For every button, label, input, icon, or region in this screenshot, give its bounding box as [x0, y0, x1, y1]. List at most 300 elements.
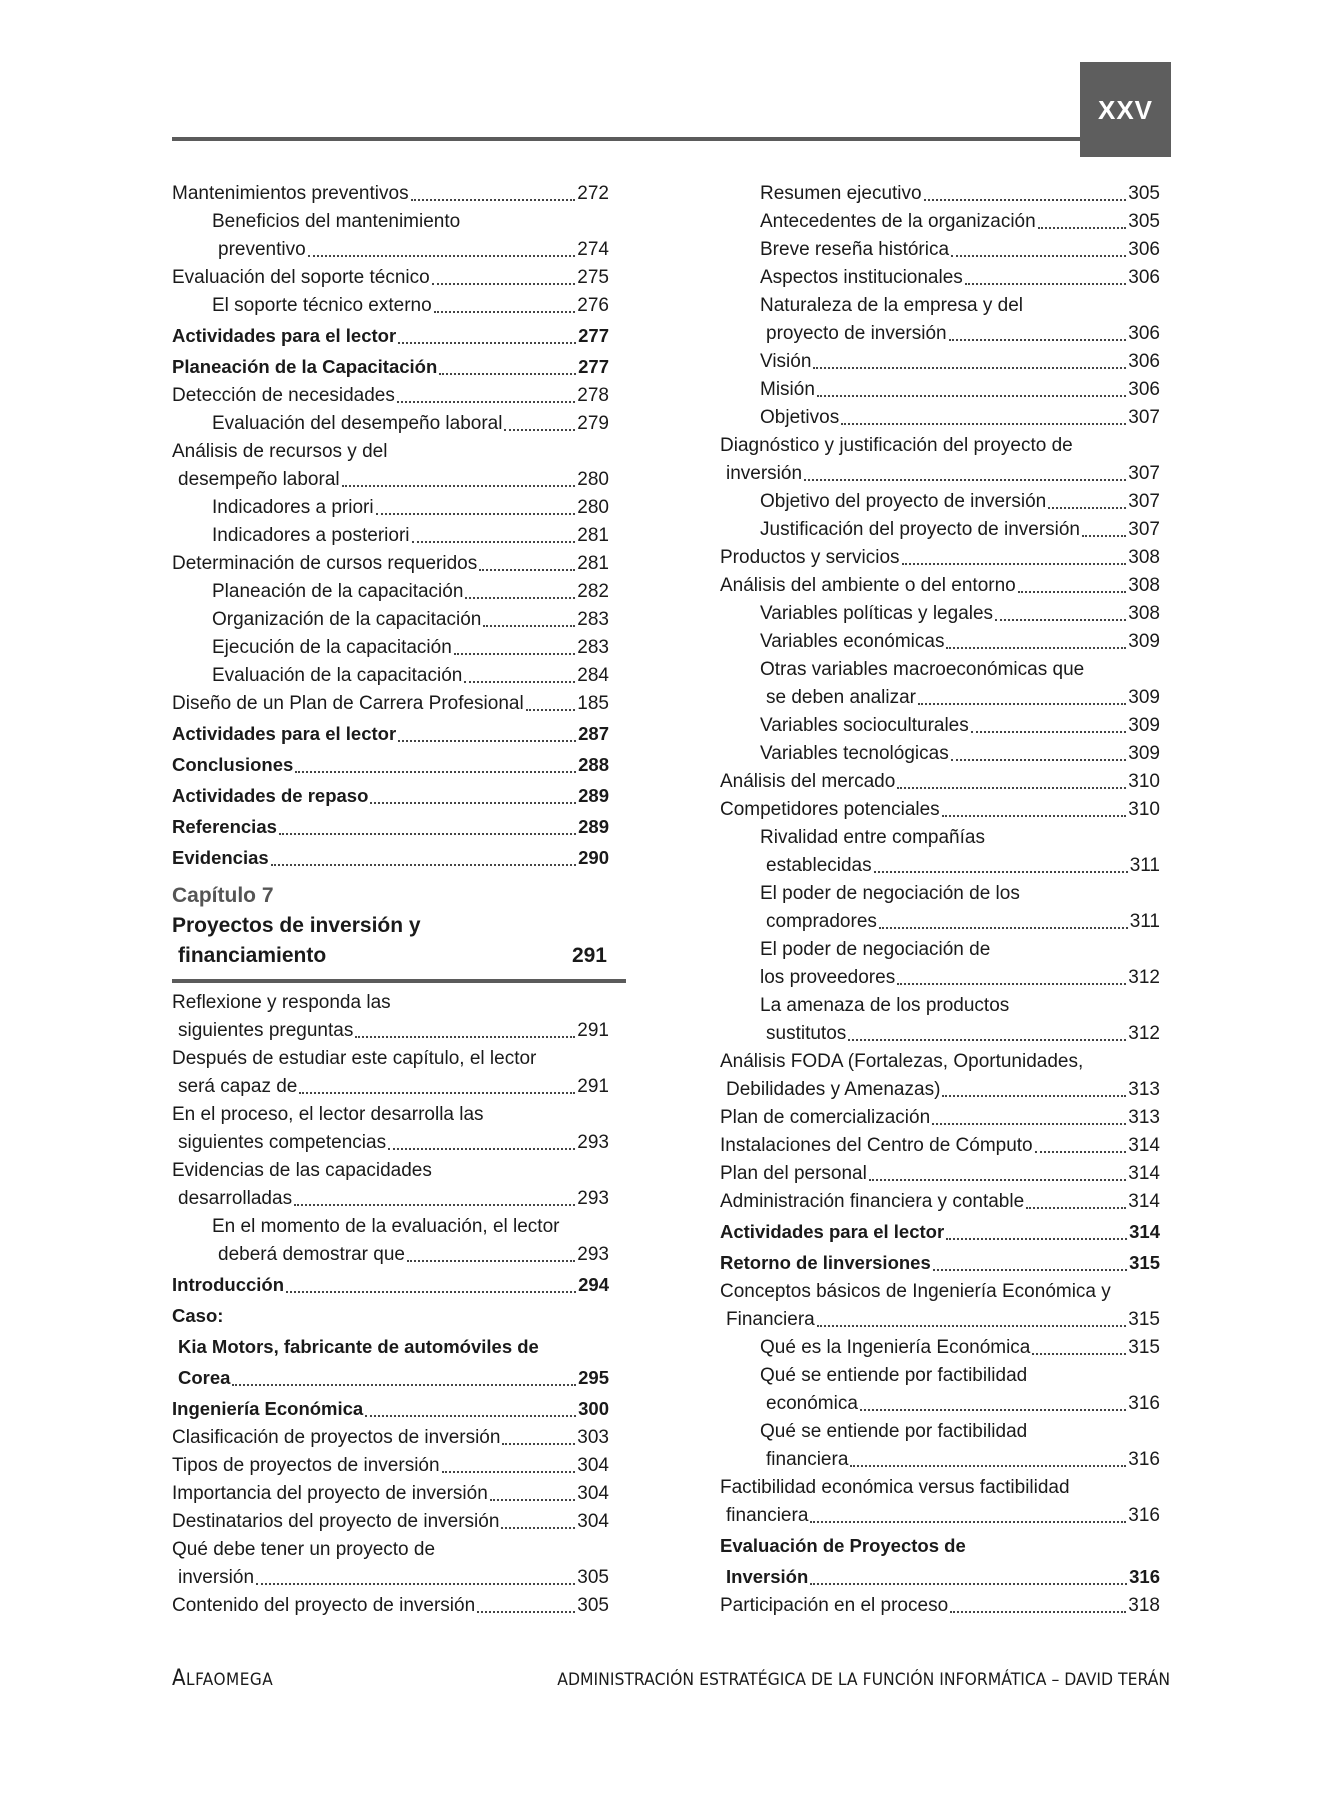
- toc-entry-page: 293: [577, 1188, 609, 1209]
- dot-leader: [376, 511, 576, 515]
- toc-entry: [720, 236, 1160, 264]
- toc-entry-title: Kia Motors, fabricante de automóviles de: [178, 1336, 539, 1357]
- toc-entry-title: se deben analizar: [766, 687, 916, 708]
- toc-entry: [172, 606, 609, 634]
- toc-entry-title: Análisis de recursos y del: [172, 441, 388, 462]
- toc-entry-page: 293: [577, 1132, 609, 1153]
- toc-entry: [720, 1020, 1160, 1048]
- toc-entry-title: Planeación de la capacitación: [212, 581, 464, 602]
- toc-entry: [720, 628, 1160, 656]
- toc-entry: [172, 320, 609, 351]
- toc-entry-page: 282: [577, 581, 609, 602]
- toc-entry-title: Qué es la Ingeniería Económica: [760, 1337, 1031, 1358]
- toc-entry: [172, 180, 609, 208]
- toc-entry-title: Qué se entiende por factibilidad: [760, 1365, 1028, 1386]
- dot-leader: [971, 729, 1127, 733]
- toc-entry: [172, 1157, 609, 1185]
- dot-leader: [442, 1469, 576, 1473]
- dot-leader: [454, 651, 576, 655]
- dot-leader: [860, 1407, 1126, 1411]
- toc-entry: [172, 382, 609, 410]
- toc-entry-title: Indicadores a posteriori: [212, 525, 410, 546]
- toc-entry-page: 281: [577, 553, 609, 574]
- toc-entry-title: La amenaza de los productos: [760, 995, 1010, 1016]
- toc-entry-page: 276: [577, 295, 609, 316]
- toc-entry-title: Factibilidad económica versus factibilidad: [720, 1477, 1070, 1498]
- toc-entry: [172, 749, 609, 780]
- dot-leader: [879, 925, 1128, 929]
- dot-leader: [526, 707, 576, 711]
- toc-entry: [720, 208, 1160, 236]
- toc-entry: [720, 1592, 1160, 1620]
- toc-entry: [172, 466, 609, 494]
- toc-entry-title: Análisis del ambiente o del entorno: [720, 575, 1016, 596]
- toc-entry-page: 279: [577, 413, 609, 434]
- dot-leader: [1032, 1351, 1126, 1355]
- toc-entry: [172, 1300, 609, 1331]
- dot-leader: [308, 253, 576, 257]
- toc-entry: [172, 1508, 609, 1536]
- toc-entry: [172, 264, 609, 292]
- toc-entry-page: 304: [577, 1511, 609, 1532]
- dot-leader: [490, 1497, 576, 1501]
- toc-entry-page: 304: [577, 1455, 609, 1476]
- toc-entry: [172, 1393, 609, 1424]
- toc-entry: [720, 852, 1160, 880]
- toc-entry: [172, 811, 609, 842]
- toc-entry: [720, 292, 1160, 320]
- toc-entry-title: Caso:: [172, 1305, 224, 1326]
- dot-leader: [817, 1323, 1127, 1327]
- toc-entry: [172, 494, 609, 522]
- dot-leader: [933, 1267, 1127, 1271]
- dot-leader: [951, 757, 1127, 761]
- chapter-label: Capítulo 7: [172, 884, 274, 907]
- dot-leader: [271, 862, 576, 866]
- toc-entry: [720, 1216, 1160, 1247]
- toc-entry-title: Tipos de proyectos de inversión: [172, 1455, 440, 1476]
- chapter-rule: [172, 979, 626, 983]
- toc-entry-title: Evaluación del desempeño laboral: [212, 413, 503, 434]
- toc-entry-page: 314: [1129, 1221, 1160, 1242]
- toc-entry: [172, 989, 609, 1017]
- toc-entry-page: 303: [577, 1427, 609, 1448]
- toc-entry: [172, 1536, 609, 1564]
- chapter-page: 291: [571, 944, 607, 967]
- toc-entry-page: 280: [577, 469, 609, 490]
- dot-leader: [965, 281, 1127, 285]
- toc-entry-title: Indicadores a priori: [212, 497, 374, 518]
- toc-entry-title: Evaluación de Proyectos de: [720, 1535, 966, 1556]
- toc-entry: [720, 936, 1160, 964]
- dot-leader: [479, 567, 575, 571]
- dot-leader: [388, 1146, 575, 1150]
- toc-entry-page: 313: [1128, 1079, 1160, 1100]
- toc-entry: [172, 438, 609, 466]
- page-number-tab: [1080, 62, 1171, 157]
- toc-entry-title: Conceptos básicos de Ingeniería Económica y: [720, 1281, 1111, 1302]
- toc-entry-page: 274: [577, 239, 609, 260]
- dot-leader: [465, 595, 575, 599]
- toc-entry-page: 315: [1128, 1309, 1160, 1330]
- footer: [172, 1666, 1170, 1691]
- toc-entry-page: 315: [1129, 1252, 1160, 1273]
- toc-entry-page: 310: [1128, 771, 1160, 792]
- toc-entry-title: económica: [766, 1393, 858, 1414]
- toc-entry-title: Clasificación de proyectos de inversión: [172, 1427, 501, 1448]
- toc-entry-title: Antecedentes de la organización: [760, 211, 1036, 232]
- toc-entry: [720, 600, 1160, 628]
- toc-entry-page: 293: [577, 1244, 609, 1265]
- dot-leader: [483, 623, 575, 627]
- dot-leader: [365, 1413, 576, 1417]
- chapter-title-line1: Proyectos de inversión y: [172, 914, 421, 937]
- dot-leader: [902, 561, 1127, 565]
- dot-leader: [1082, 533, 1126, 537]
- toc-entry-page: 313: [1128, 1107, 1160, 1128]
- dot-leader: [897, 981, 1126, 985]
- dot-leader: [432, 281, 576, 285]
- toc-entry: [720, 460, 1160, 488]
- toc-entry-page: 288: [578, 754, 609, 775]
- toc-entry-page: 290: [578, 847, 609, 868]
- toc-entry: [720, 320, 1160, 348]
- toc-entry: [172, 1213, 609, 1241]
- toc-entry-page: 291: [577, 1020, 609, 1041]
- toc-entry-title: siguientes competencias: [178, 1132, 387, 1153]
- toc-entry: [720, 1278, 1160, 1306]
- toc-entry-title: Objetivos: [760, 407, 840, 428]
- dot-leader: [942, 813, 1127, 817]
- toc-entry: [720, 348, 1160, 376]
- toc-entry: [720, 824, 1160, 852]
- toc-entry-title: En el proceso, el lector desarrolla las: [172, 1104, 484, 1125]
- toc-entry-page: 291: [577, 1076, 609, 1097]
- dot-leader: [398, 340, 576, 344]
- toc-entry: [172, 1101, 609, 1129]
- toc-entry: [172, 578, 609, 606]
- toc-entry-page: 305: [577, 1595, 609, 1616]
- toc-entry: [720, 712, 1160, 740]
- toc-entry-title: sustitutos: [766, 1023, 847, 1044]
- toc-entry-title: El soporte técnico externo: [212, 295, 432, 316]
- toc-entry-page: 316: [1128, 1505, 1160, 1526]
- toc-entry-page: 275: [577, 267, 609, 288]
- toc-entry: [720, 1362, 1160, 1390]
- toc-entry-page: 281: [577, 525, 609, 546]
- toc-entry: [172, 208, 609, 236]
- publisher-logo: ALFAOMEGA: [172, 1666, 274, 1691]
- toc-entry-title: El poder de negociación de: [760, 939, 991, 960]
- toc-entry: [720, 1446, 1160, 1474]
- dot-leader: [279, 831, 576, 835]
- toc-entry-page: 185: [577, 693, 609, 714]
- toc-entry: [172, 1185, 609, 1213]
- toc-entry-title: financiera: [726, 1505, 809, 1526]
- toc-entry-page: 307: [1128, 491, 1160, 512]
- dot-leader: [810, 1519, 1126, 1523]
- toc-entry-title: Otras variables macroeconómicas que: [760, 659, 1085, 680]
- toc-entry-page: 315: [1128, 1337, 1160, 1358]
- dot-leader: [942, 1093, 1126, 1097]
- dot-leader: [951, 253, 1126, 257]
- dot-leader: [342, 483, 576, 487]
- toc-entry-page: 304: [577, 1483, 609, 1504]
- toc-entry: [172, 1331, 609, 1362]
- toc-entry: [720, 1530, 1160, 1561]
- toc-entry-title: Detección de necesidades: [172, 385, 395, 406]
- toc-entry-page: 314: [1128, 1163, 1160, 1184]
- toc-entry-title: Rivalidad entre compañías: [760, 827, 985, 848]
- toc-entry-title: Productos y servicios: [720, 547, 900, 568]
- dot-leader: [869, 1177, 1126, 1181]
- toc-entry-title: Reflexione y responda las: [172, 992, 391, 1013]
- toc-entry-title: Introducción: [172, 1274, 285, 1295]
- toc-entry-page: 306: [1128, 267, 1160, 288]
- toc-entry: [172, 410, 609, 438]
- toc-entry: [172, 842, 609, 873]
- toc-entry: [720, 488, 1160, 516]
- toc-entry-page: 309: [1128, 743, 1160, 764]
- dot-leader: [398, 738, 576, 742]
- dot-leader: [874, 869, 1128, 873]
- toc-entry: [720, 544, 1160, 572]
- toc-left-entries: [172, 180, 609, 873]
- toc-entry: [720, 1048, 1160, 1076]
- toc-entry-title: Variables económicas: [760, 631, 945, 652]
- toc-entry-title: Variables tecnológicas: [760, 743, 949, 764]
- toc-entry-title: Ingeniería Económica: [172, 1398, 364, 1419]
- toc-entry-page: 306: [1128, 379, 1160, 400]
- toc-entry-title: Plan de comercialización: [720, 1107, 931, 1128]
- toc-entry: [172, 1073, 609, 1101]
- toc-entry-title: Resumen ejecutivo: [760, 183, 922, 204]
- dot-leader: [256, 1581, 575, 1585]
- toc-entry-title: Importancia del proyecto de inversión: [172, 1483, 488, 1504]
- toc-entry-title: El poder de negociación de los: [760, 883, 1020, 904]
- toc-entry: [720, 1160, 1160, 1188]
- toc-entry-title: los proveedores: [760, 967, 896, 988]
- toc-entry: [172, 718, 609, 749]
- toc-entry-page: 311: [1129, 911, 1160, 932]
- toc-entry-title: Qué debe tener un proyecto de: [172, 1539, 436, 1560]
- toc-entry: [172, 1592, 609, 1620]
- toc-left-column: [172, 180, 609, 1620]
- toc-entry-title: Actividades para el lector: [172, 723, 397, 744]
- toc-entry-title: Después de estudiar este capítulo, el lector: [172, 1048, 537, 1069]
- dot-leader: [295, 769, 576, 773]
- dot-leader: [1026, 1205, 1126, 1209]
- header-rule: [172, 137, 1171, 141]
- toc-entry-title: Inversión: [726, 1566, 809, 1587]
- toc-entry: [172, 1452, 609, 1480]
- toc-entry: [172, 236, 609, 264]
- toc-entry: [720, 1104, 1160, 1132]
- toc-entry-title: Diagnóstico y justificación del proyecto de: [720, 435, 1073, 456]
- toc-entry-title: Aspectos institucionales: [760, 267, 963, 288]
- toc-entry: [720, 908, 1160, 936]
- toc-entry-title: Misión: [760, 379, 815, 400]
- toc-entry: [720, 740, 1160, 768]
- dot-leader: [370, 800, 576, 804]
- toc-entry: [172, 1362, 609, 1393]
- toc-entry: [720, 376, 1160, 404]
- toc-entry-title: Retorno de linversiones: [720, 1252, 931, 1273]
- toc-entry: [720, 1474, 1160, 1502]
- toc-entry: [720, 264, 1160, 292]
- toc-entry: [720, 992, 1160, 1020]
- toc-entry: [172, 1564, 609, 1592]
- toc-entry-title: Plan del personal: [720, 1163, 867, 1184]
- dot-leader: [434, 309, 576, 313]
- dot-leader: [850, 1463, 1126, 1467]
- toc-entry-page: 284: [577, 665, 609, 686]
- toc-entry-title: En el momento de la evaluación, el lector: [212, 1216, 560, 1237]
- toc-entry-page: 295: [578, 1367, 609, 1388]
- toc-entry-page: 277: [578, 325, 609, 346]
- toc-entry-title: Variables políticas y legales: [760, 603, 994, 624]
- toc-entry-title: Actividades para el lector: [172, 325, 397, 346]
- dot-leader: [810, 1581, 1127, 1585]
- dot-leader: [946, 1236, 1127, 1240]
- toc-entry-page: 308: [1128, 547, 1160, 568]
- dot-leader: [1035, 1149, 1127, 1153]
- toc-entry: [720, 404, 1160, 432]
- toc-entry-title: Instalaciones del Centro de Cómputo: [720, 1135, 1033, 1156]
- toc-entry-title: deberá demostrar que: [218, 1244, 405, 1265]
- toc-entry-title: Competidores potenciales: [720, 799, 940, 820]
- toc-entry: [172, 1269, 609, 1300]
- toc-entry: [720, 1502, 1160, 1530]
- toc-entry-page: 280: [577, 497, 609, 518]
- dot-leader: [897, 785, 1126, 789]
- toc-entry: [720, 656, 1160, 684]
- toc-entry-page: 312: [1128, 967, 1160, 988]
- dot-leader: [1048, 505, 1126, 509]
- toc-entry-title: Mantenimientos preventivos: [172, 183, 409, 204]
- toc-entry-title: siguientes preguntas: [178, 1020, 354, 1041]
- toc-entry-title: Visión: [760, 351, 812, 372]
- toc-entry: [172, 780, 609, 811]
- toc-entry: [172, 1045, 609, 1073]
- dot-leader: [294, 1202, 575, 1206]
- toc-entry: [720, 796, 1160, 824]
- toc-entry-page: 283: [577, 637, 609, 658]
- dot-leader: [501, 1525, 575, 1529]
- toc-entry: [172, 690, 609, 718]
- toc-entry-page: 308: [1128, 603, 1160, 624]
- toc-entry: [172, 1241, 609, 1269]
- toc-entry: [720, 684, 1160, 712]
- toc-entry: [720, 880, 1160, 908]
- dot-leader: [412, 539, 576, 543]
- toc-entry-title: será capaz de: [178, 1076, 298, 1097]
- dot-leader: [397, 399, 575, 403]
- toc-entry: [720, 1418, 1160, 1446]
- toc-entry-page: 314: [1128, 1135, 1160, 1156]
- toc-entry: [172, 1424, 609, 1452]
- toc-entry: [720, 1188, 1160, 1216]
- toc-entry: [720, 516, 1160, 544]
- dot-leader: [286, 1289, 576, 1293]
- toc-entry-title: desarrolladas: [178, 1188, 293, 1209]
- toc-entry-page: 309: [1128, 631, 1160, 652]
- toc-entry-page: 306: [1128, 351, 1160, 372]
- toc-entry-title: inversión: [726, 463, 803, 484]
- toc-entry-page: 272: [577, 183, 609, 204]
- toc-entry-page: 307: [1128, 519, 1160, 540]
- dot-leader: [1018, 589, 1127, 593]
- toc-entry: [720, 1132, 1160, 1160]
- toc-entry-title: Qué se entiende por factibilidad: [760, 1421, 1028, 1442]
- toc-entry-title: inversión: [178, 1567, 255, 1588]
- toc-entry: [172, 351, 609, 382]
- toc-entry-page: 278: [577, 385, 609, 406]
- toc-entry-title: Referencias: [172, 816, 277, 837]
- toc-entry-page: 305: [577, 1567, 609, 1588]
- toc-entry-title: Administración financiera y contable: [720, 1191, 1025, 1212]
- toc-entry-page: 314: [1128, 1191, 1160, 1212]
- toc-entry-page: 289: [578, 785, 609, 806]
- toc-entry-title: Conclusiones: [172, 754, 294, 775]
- toc-entry-title: Actividades para el lector: [720, 1221, 945, 1242]
- toc-entry: [720, 1390, 1160, 1418]
- toc-entry-title: Destinatarios del proyecto de inversión: [172, 1511, 500, 1532]
- book-title: ADMINISTRACIÓN ESTRATÉGICA DE LA FUNCIÓN INFORMÁTICA – DAVID TERÁN: [557, 1670, 1170, 1690]
- dot-leader: [924, 197, 1127, 201]
- dot-leader: [995, 617, 1126, 621]
- toc-entry-title: Beneficios del mantenimiento: [212, 211, 461, 232]
- dot-leader: [848, 1037, 1126, 1041]
- toc-entry-title: Evidencias de las capacidades: [172, 1160, 432, 1181]
- toc-entry-page: 312: [1128, 1023, 1160, 1044]
- dot-leader: [804, 477, 1126, 481]
- dot-leader: [464, 679, 575, 683]
- dot-leader: [950, 1609, 1126, 1613]
- toc-entry-page: 287: [578, 723, 609, 744]
- toc-entry-title: desempeño laboral: [178, 469, 340, 490]
- toc-entry-title: Objetivo del proyecto de inversión: [760, 491, 1047, 512]
- toc-entry-title: Financiera: [726, 1309, 815, 1330]
- toc-entry-title: Justificación del proyecto de inversión: [760, 519, 1081, 540]
- toc-entry-title: Debilidades y Amenazas): [726, 1079, 941, 1100]
- toc-entry-page: 305: [1128, 211, 1160, 232]
- toc-entry-page: 308: [1128, 575, 1160, 596]
- toc-entry-title: compradores: [766, 911, 877, 932]
- toc-entry-title: Naturaleza de la empresa y del: [760, 295, 1023, 316]
- toc-entry: [720, 572, 1160, 600]
- toc-entry-title: Análisis FODA (Fortalezas, Oportunidades,: [720, 1051, 1084, 1072]
- toc-entry: [172, 1480, 609, 1508]
- toc-entry: [172, 292, 609, 320]
- dot-leader: [407, 1258, 575, 1262]
- toc-entry: [720, 1334, 1160, 1362]
- toc-entry-title: Evaluación del soporte técnico: [172, 267, 430, 288]
- toc-entry-page: 316: [1128, 1393, 1160, 1414]
- dot-leader: [299, 1090, 575, 1094]
- toc-entry-page: 283: [577, 609, 609, 630]
- toc-entry-page: 307: [1128, 407, 1160, 428]
- toc-entry: [720, 964, 1160, 992]
- dot-leader: [946, 645, 1126, 649]
- toc-right-column: [720, 180, 1160, 1620]
- dot-leader: [1038, 225, 1127, 229]
- toc-entry: [172, 662, 609, 690]
- toc-entry-title: Evidencias: [172, 847, 269, 868]
- dot-leader: [841, 421, 1126, 425]
- dot-leader: [439, 371, 576, 375]
- toc-entry: [720, 1076, 1160, 1104]
